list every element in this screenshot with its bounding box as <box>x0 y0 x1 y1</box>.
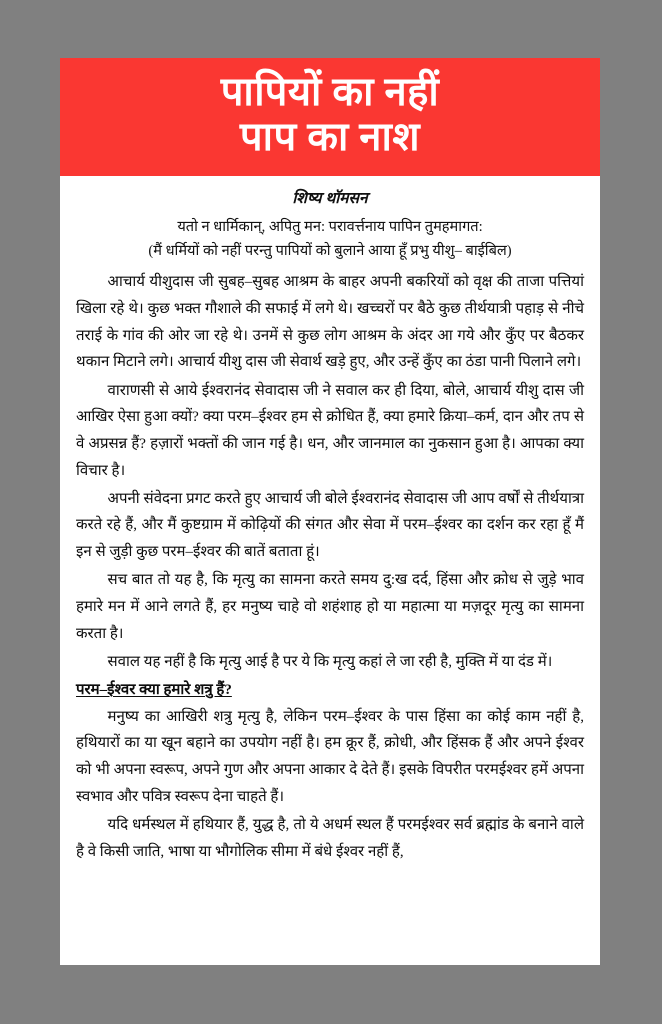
paragraph: सच बात तो यह है, कि मृत्यु का सामना करते समय दु:ख दर्द, हिंसा और क्रोध से जुड़े भाव हमारे मन में आने लगते हैं, हर मनुष्य चाहे वो शहंशाह हो या महात्मा या मज़दूर मृत्यु का सामना करता है। <box>76 572 584 642</box>
section-subheading: परम–ईश्वर क्या हमारे शत्रु हैं? <box>76 682 232 699</box>
title-banner <box>60 58 600 176</box>
epigraph-sanskrit: यतो न धार्मिकान्, अपितु मन: परावर्त्तनाय पापिन तुमहमागत: <box>177 219 483 235</box>
front-matter <box>60 176 600 263</box>
paragraph: आचार्य यीशुदास जी सुबह–सुबह आश्रम के बाहर अपनी बकरियों को वृक्ष की ताजा पत्तियां खिला रहे थे। कुछ भक्त गौशाले की सफाई में लगे थे। खच्चरों पर बैठे कुछ तीर्थयात्री पहाड़ से नीचे तराई के गांव की ओर जा रहे थे। उनमें से कुछ लोग आश्रम के अंदर आ गये और कुँए पर बैठकर थकान मिटाने लगे। आचार्य यीशु दास जी सेवार्थ खड़े हुए, और उन्हें कुँए का ठंडा पानी पिलाने लगे। <box>76 274 584 371</box>
paragraph: यदि धर्मस्थल में हथियार हैं, युद्ध है, तो ये अधर्म स्थल हैं परमईश्वर सर्व ब्रह्मांड के बनाने वाले है वे किसी जाति, भाषा या भौगोलिक सीमा में बंधे ईश्वर नहीं हैं, <box>76 817 584 860</box>
paragraph: अपनी संवेदना प्रगट करते हुए आचार्य जी बोले ईश्वरानंद सेवादास जी आप वर्षों से तीर्थयात्रा करते रहे हैं, और मैं कुष्टग्राम में कोढ़ियों की संगत और सेवा में परम–ईश्वर का दर्शन कर रहा हूँ मैं इन से जुड़ी कुछ परम–ईश्वर की बातें बताता हूं। <box>76 490 584 561</box>
body-text <box>60 263 600 865</box>
paragraph: सवाल यह नहीं है कि मृत्यु आई है पर ये कि मृत्यु कहां ले जा रही है, मुक्ति में या दंड में। <box>107 653 553 670</box>
author-byline: शिष्य थॉमसन <box>292 190 368 207</box>
epigraph-translation: (मैं धर्मियों को नहीं परन्तु पापियों को बुलाने आया हूँ प्रभु यीशु– बाईबिल) <box>148 242 512 259</box>
paragraph: मनुष्य का आखिरी शत्रु मृत्यु है, लेकिन परम–ईश्वर के पास हिंसा का कोई काम नहीं है, हथियारों का या खून बहाने का उपयोग नहीं है। हम क्रूर हैं, क्रोधी, और हिंसक हैं और अपने ईश्वर को भी अपना स्वरूप, अपने गुण और अपना आकार दे देते हैं। इसके विपरीत परमईश्वर हमें अपना स्वभाव और पवित्र स्वरूप देना चाहते हैं। <box>76 708 584 805</box>
epigraph <box>76 216 584 263</box>
book-title-line-2: पाप का नाश <box>239 114 421 159</box>
paragraph: वाराणसी से आये ईश्वरानंद सेवादास जी ने सवाल कर ही दिया, बोले, आचार्य यीशु दास जी आखिर ऐसा हुआ क्यों? क्या परम–ईश्वर हम से क्रोधित हैं, क्या हमारे क्रिया–कर्म, दान और तप से वे अप्रसन्न हैं? हज़ारों भक्तों की जान गई है। धन, और जानमाल का नुकसान हुआ है। आपका क्या विचार है। <box>76 382 584 479</box>
book-title-line-1: पापियों का नहीं <box>220 69 440 115</box>
document-page <box>60 58 600 965</box>
